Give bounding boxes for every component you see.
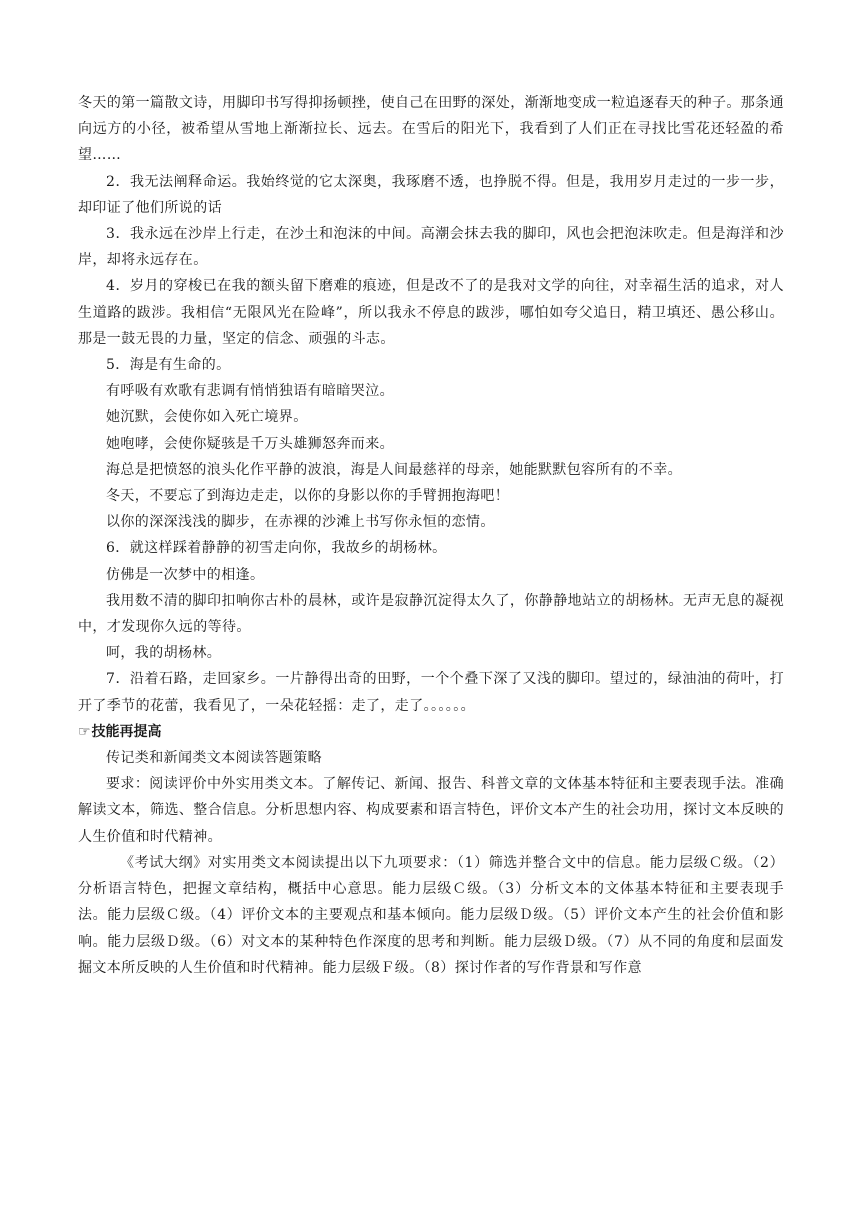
paragraph-item-7: 7．沿着石路，走回家乡。一片静得出奇的田野，一个个叠下深了又浅的脚印。望过的，绿油油的荷叶，打开了季节的花蕾，我看见了，一朵花轻摇：走了，走了。。。。。。 [78, 671, 784, 714]
paragraph-item-5: 5．海是有生命的。 [106, 357, 231, 374]
section-title: 技能再提高 [91, 723, 162, 740]
paragraph-sea-line-2: 她沉默，会使你如入死亡境界。 [106, 409, 308, 426]
paragraph-sea-line-5: 冬天，不要忘了到海边走走，以你的身影以你的手臂拥抱海吧！ [106, 488, 510, 505]
pointing-hand-icon: ☞ [78, 723, 91, 740]
requirements-paragraph: 要求：阅读评价中外实用类文本。了解传记、新闻、报告、科普文章的文体基本特征和主要表现手法。准确解读文本，筛选、整合信息。分析思想内容、构成要素和语言特色，评价文本产生的社会功用，探讨文本反映的人生价值和时代精神。 [78, 776, 784, 845]
strategy-title: 传记类和新闻类文本阅读答题策略 [106, 750, 322, 767]
paragraph-poplar-line-3: 呵，我的胡杨林。 [106, 645, 222, 662]
paragraph-item-6: 6．就这样踩着静静的初雪走向你，我故乡的胡杨林。 [106, 540, 447, 557]
document-body [78, 90, 784, 981]
paragraph-item-4: 4．岁月的穿梭已在我的额头留下磨难的痕迹，但是改不了的是我对文学的向往，对幸福生活的追求，对人生道路的跋涉。我相信“无限风光在险峰”，所以我永不停息的跋涉，哪怕如夸父追日，精卫填还、愚公移山。那是一鼓无畏的力量，坚定的信念、顽强的斗志。 [78, 278, 784, 347]
paragraph-item-3: 3．我永远在沙岸上行走，在沙土和泡沫的中间。高潮会抹去我的脚印，风也会把泡沫吹走。但是海洋和沙岸，却将永远存在。 [78, 226, 784, 269]
paragraph-sea-line-1: 有呼吸有欢歌有悲调有悄悄独语有暗暗哭泣。 [106, 383, 394, 400]
paragraph-poplar-line-1: 仿佛是一次梦中的相逢。 [106, 566, 265, 583]
paragraph-sea-line-4: 海总是把愤怒的浪头化作平静的波浪，海是人间最慈祥的母亲，她能默默包容所有的不幸。 [106, 461, 682, 478]
paragraph-sea-line-3: 她咆哮，会使你疑骇是千万头雄狮怒奔而来。 [106, 435, 394, 452]
paragraph-sea-line-6: 以你的深深浅浅的脚步，在赤裸的沙滩上书写你永恒的恋情。 [106, 514, 495, 531]
syllabus-paragraph: 《考试大纲》对实用类文本阅读提出以下九项要求：（1）筛选并整合文中的信息。能力层级Ｃ级。（2）分析语言特色，把握文章结构，概括中心意思。能力层级Ｃ级。（3）分析文本的文体基本特征和主要表现手法。能力层级Ｃ级。（4）评价文本的主要观点和基本倾向。能力层级Ｄ级。（5）评价文本产生的社会价值和影响。能力层级Ｄ级。（6）对文本的某种特色作深度的思考和判断。能力层级Ｄ级。（7）从不同的角度和层面发掘文本所反映的人生价值和时代精神。能力层级Ｆ级。（8）探讨作者的写作背景和写作意 [78, 854, 784, 976]
paragraph-intro: 冬天的第一篇散文诗，用脚印书写得抑扬顿挫，使自己在田野的深处，渐渐地变成一粒追逐春天的种子。那条通向远方的小径，被希望从雪地上渐渐拉长、远去。在雪后的阳光下，我看到了人们正在寻找比雪花还轻盈的希望…… [78, 95, 784, 164]
paragraph-poplar-line-2: 我用数不清的脚印扣响你古朴的晨林，或许是寂静沉淀得太久了，你静静地站立的胡杨林。无声无息的凝视中，才发现你久远的等待。 [78, 592, 784, 636]
paragraph-item-2: 2．我无法阐释命运。我始终觉的它太深奥，我琢磨不透，也挣脱不得。但是，我用岁月走过的一步一步，却印证了他们所说的话 [78, 173, 784, 216]
section-heading [78, 719, 784, 745]
